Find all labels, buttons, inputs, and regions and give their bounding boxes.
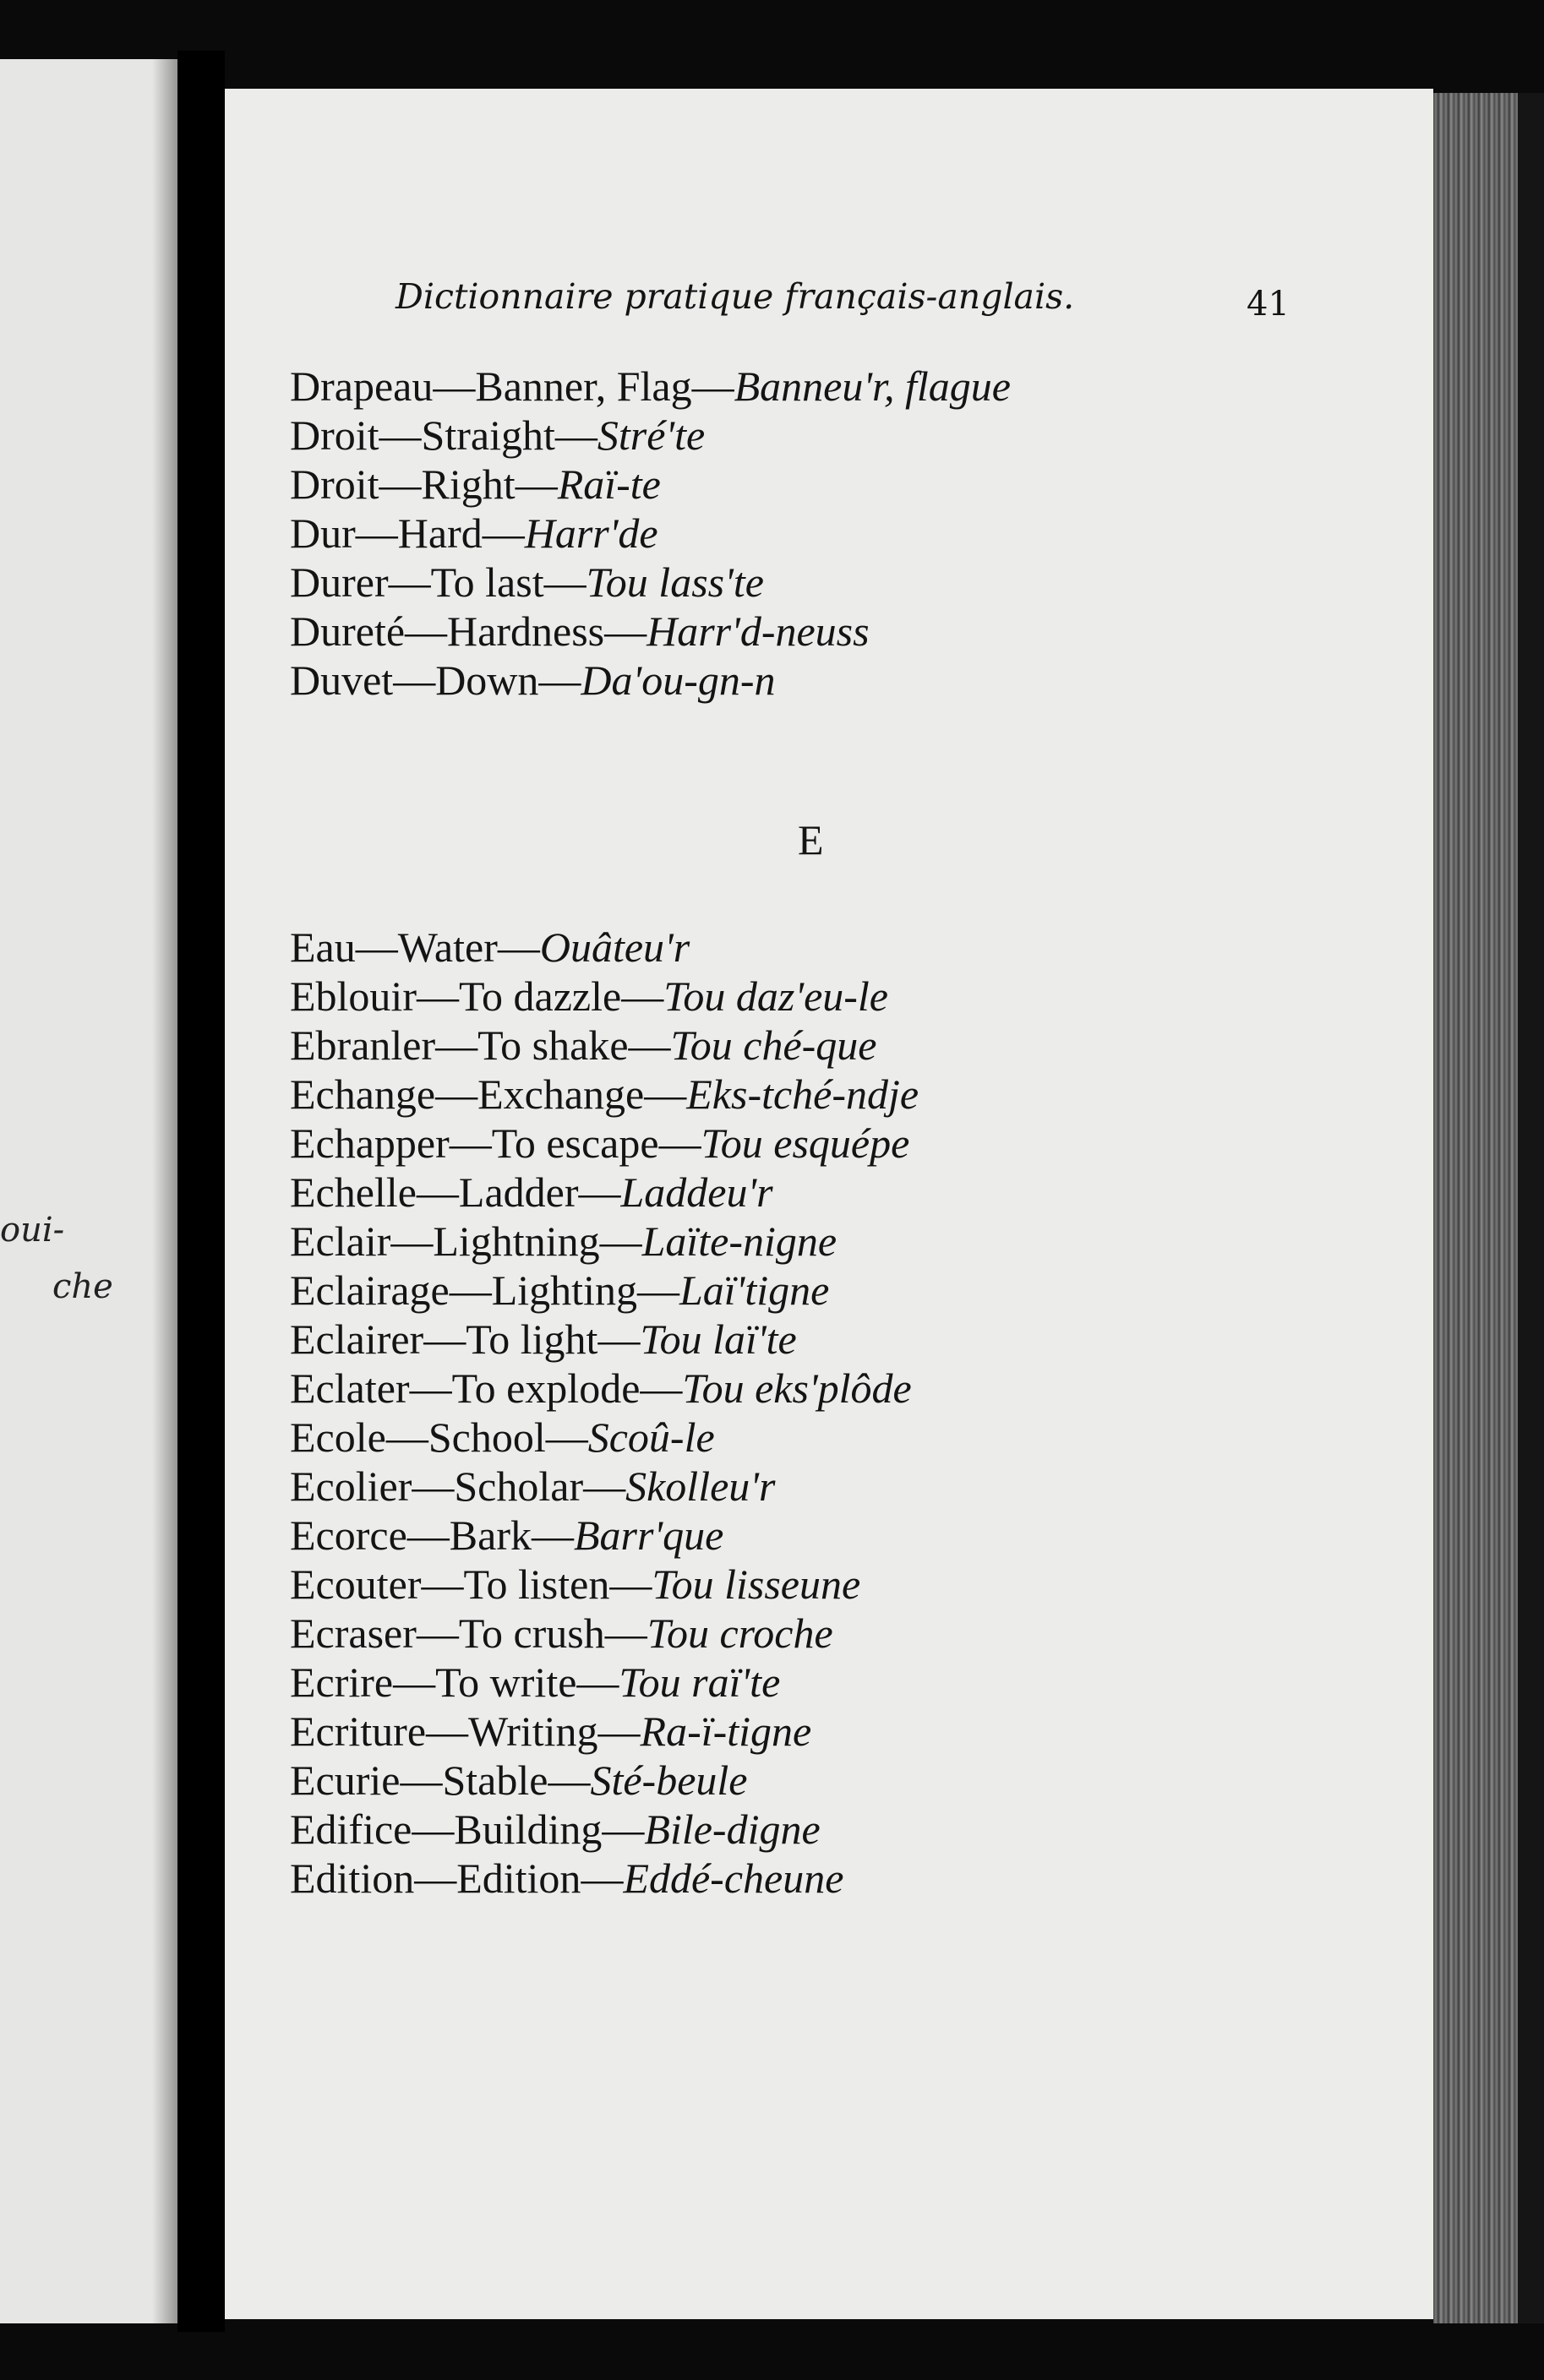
- pronunciation: Tou lisseune: [652, 1560, 861, 1608]
- pronunciation: Sté-beule: [590, 1756, 748, 1804]
- french-word: Ebranler: [290, 1021, 436, 1069]
- dictionary-entry: Edifice—Building—Bile-digne: [290, 1805, 821, 1853]
- dictionary-entry: Droit—Straight—Stré'te: [290, 411, 706, 459]
- english-word: To write: [435, 1658, 577, 1706]
- running-title: Dictionnaire pratique français-anglais.: [396, 276, 1075, 317]
- french-word: Eau: [290, 923, 356, 971]
- entry-list-d: [290, 362, 1011, 705]
- pronunciation: Tou eks'plôde: [682, 1364, 912, 1412]
- dictionary-entry: Dur—Hard—Harr'de: [290, 509, 658, 557]
- pronunciation: Bile-digne: [644, 1805, 821, 1853]
- french-word: Durer: [290, 558, 389, 606]
- pronunciation: Tou daz'eu-le: [663, 972, 888, 1020]
- section-letter: E: [798, 816, 824, 863]
- french-word: Edifice: [290, 1805, 412, 1853]
- french-word: Eclairer: [290, 1315, 424, 1363]
- french-word: Droit: [290, 411, 379, 459]
- dictionary-entry: Eclater—To explode—Tou eks'plôde: [290, 1364, 912, 1412]
- french-word: Ecriture: [290, 1707, 427, 1755]
- dictionary-entry: Ecriture—Writing—Ra-ï-tigne: [290, 1707, 812, 1755]
- french-word: Echelle: [290, 1168, 417, 1216]
- pronunciation: Tou ché-que: [670, 1021, 877, 1069]
- pronunciation: Laddeu'r: [620, 1168, 773, 1216]
- french-word: Dur: [290, 509, 356, 557]
- pronunciation: Ouâteu'r: [539, 923, 690, 971]
- french-word: Dureté: [290, 607, 406, 655]
- english-word: School: [428, 1413, 546, 1461]
- french-word: Ecurie: [290, 1756, 401, 1804]
- pronunciation: Scoû-le: [587, 1413, 715, 1461]
- pronunciation: Laï'tigne: [679, 1266, 830, 1314]
- dictionary-entry: Eclair—Lightning—Laïte-nigne: [290, 1217, 837, 1265]
- dictionary-entry: Eblouir—To dazzle—Tou daz'eu-le: [290, 972, 888, 1020]
- scan-border: [1518, 93, 1544, 2323]
- dictionary-entry: Ecouter—To listen—Tou lisseune: [290, 1560, 861, 1608]
- french-word: Ecraser: [290, 1609, 417, 1657]
- english-word: Bark: [449, 1511, 532, 1559]
- pronunciation: Skolleu'r: [625, 1462, 776, 1510]
- english-word: To escape: [491, 1119, 659, 1167]
- left-page-fragment: che: [52, 1267, 113, 1306]
- page-edges: [1433, 93, 1518, 2323]
- english-word: Exchange: [477, 1070, 645, 1118]
- pronunciation: Tou esquépe: [701, 1119, 910, 1167]
- french-word: Edition: [290, 1854, 415, 1902]
- french-word: Echapper: [290, 1119, 450, 1167]
- english-word: Banner, Flag: [475, 362, 692, 410]
- english-word: Scholar: [454, 1462, 584, 1510]
- dictionary-entry: Ecolier—Scholar—Skolleu'r: [290, 1462, 776, 1510]
- english-word: Ladder: [458, 1168, 579, 1216]
- english-word: Straight: [421, 411, 555, 459]
- dictionary-entry: Echelle—Ladder—Laddeu'r: [290, 1168, 773, 1216]
- pronunciation: Ra-ï-tigne: [640, 1707, 812, 1755]
- english-word: Down: [435, 656, 539, 704]
- pronunciation: Tou raï'te: [619, 1658, 781, 1706]
- dictionary-entry: Ecrire—To write—Tou raï'te: [290, 1658, 781, 1706]
- english-word: To listen: [463, 1560, 610, 1608]
- french-word: Eclair: [290, 1217, 391, 1265]
- pronunciation: Eks-tché-ndje: [686, 1070, 919, 1118]
- pronunciation: Laïte-nigne: [641, 1217, 837, 1265]
- left-page: [0, 59, 177, 2323]
- dictionary-entry: Ecorce—Bark—Barr'que: [290, 1511, 724, 1559]
- english-word: To explode: [451, 1364, 641, 1412]
- english-word: Hardness: [447, 607, 605, 655]
- dictionary-entry: Eclairage—Lighting—Laï'tigne: [290, 1266, 830, 1314]
- dictionary-entry: Echapper—To escape—Tou esquépe: [290, 1119, 910, 1167]
- english-word: To shake: [477, 1021, 629, 1069]
- french-word: Eclater: [290, 1364, 410, 1412]
- dictionary-entry: Ebranler—To shake—Tou ché-que: [290, 1021, 877, 1069]
- pronunciation: Stré'te: [597, 411, 706, 459]
- dictionary-entry: Eau—Water—Ouâteu'r: [290, 923, 690, 971]
- entry-list-e: [290, 923, 919, 1903]
- english-word: To light: [466, 1315, 598, 1363]
- english-word: Edition: [456, 1854, 581, 1902]
- dictionary-entry: Duvet—Down—Da'ou-gn-n: [290, 656, 776, 704]
- page-number: 41: [1247, 285, 1290, 324]
- dictionary-entry: Echange—Exchange—Eks-tché-ndje: [290, 1070, 919, 1118]
- dictionary-entry: Dureté—Hardness—Harr'd-neuss: [290, 607, 870, 655]
- english-word: To crush: [458, 1609, 605, 1657]
- french-word: Ecouter: [290, 1560, 422, 1608]
- english-word: Stable: [442, 1756, 548, 1804]
- pronunciation: Eddé-cheune: [623, 1854, 844, 1902]
- pronunciation: Harr'd-neuss: [647, 607, 870, 655]
- french-word: Eblouir: [290, 972, 417, 1020]
- pronunciation: Tou laï'te: [640, 1315, 797, 1363]
- pronunciation: Banneu'r, flague: [734, 362, 1011, 410]
- english-word: Building: [454, 1805, 603, 1853]
- pronunciation: Harr'de: [524, 509, 658, 557]
- english-word: Writing: [468, 1707, 598, 1755]
- dictionary-entry: Ecurie—Stable—Sté-beule: [290, 1756, 748, 1804]
- french-word: Drapeau: [290, 362, 434, 410]
- dictionary-entry: Durer—To last—Tou lass'te: [290, 558, 764, 606]
- pronunciation: Tou croche: [647, 1609, 833, 1657]
- french-word: Echange: [290, 1070, 436, 1118]
- pronunciation: Barr'que: [573, 1511, 724, 1559]
- french-word: Droit: [290, 460, 379, 508]
- book-gutter: [177, 51, 225, 2332]
- english-word: Right: [421, 460, 516, 508]
- french-word: Ecole: [290, 1413, 386, 1461]
- french-word: Eclairage: [290, 1266, 450, 1314]
- pronunciation: Tou lass'te: [586, 558, 764, 606]
- pronunciation: Raï-te: [557, 460, 661, 508]
- left-page-fragment: oui-: [0, 1211, 65, 1250]
- dictionary-entry: Ecole—School—Scoû-le: [290, 1413, 715, 1461]
- english-word: Hard: [397, 509, 483, 557]
- dictionary-entry: Drapeau—Banner, Flag—Banneu'r, flague: [290, 362, 1011, 410]
- french-word: Ecorce: [290, 1511, 407, 1559]
- french-word: Duvet: [290, 656, 394, 704]
- dictionary-entry: Edition—Edition—Eddé-cheune: [290, 1854, 844, 1902]
- english-word: To dazzle: [458, 972, 622, 1020]
- english-word: Lighting: [491, 1266, 637, 1314]
- dictionary-entry: Eclairer—To light—Tou laï'te: [290, 1315, 797, 1363]
- dictionary-entry: Ecraser—To crush—Tou croche: [290, 1609, 833, 1657]
- pronunciation: Da'ou-gn-n: [581, 656, 776, 704]
- french-word: Ecrire: [290, 1658, 394, 1706]
- english-word: To last: [430, 558, 544, 606]
- dictionary-entry: Droit—Right—Raï-te: [290, 460, 661, 508]
- english-word: Water: [397, 923, 498, 971]
- french-word: Ecolier: [290, 1462, 412, 1510]
- english-word: Lightning: [433, 1217, 600, 1265]
